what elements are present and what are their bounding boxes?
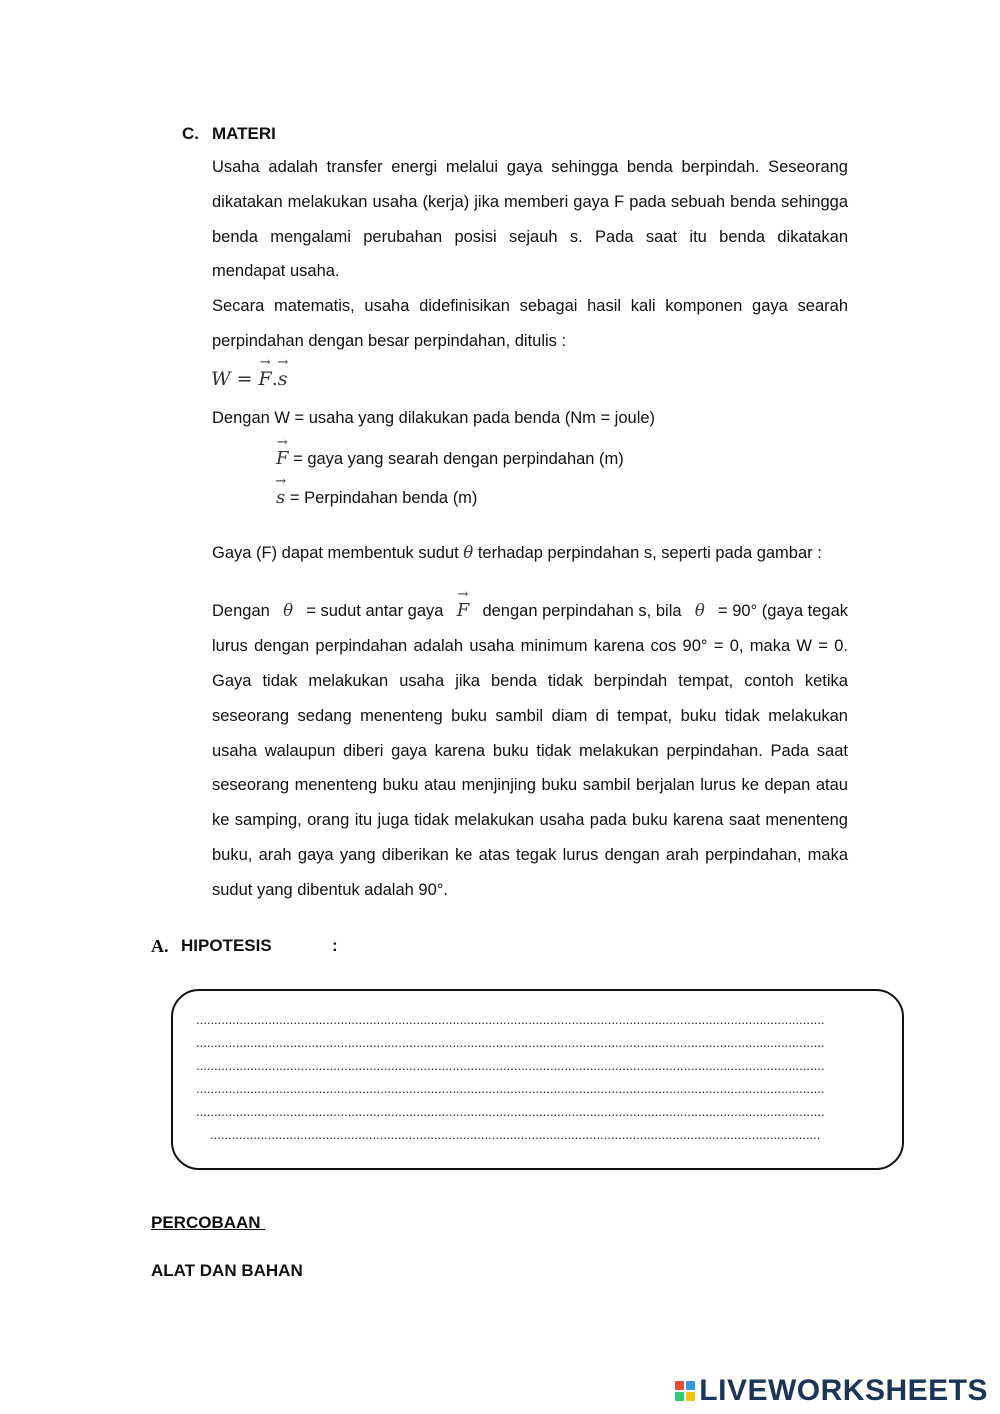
theta-symbol: θ (463, 543, 474, 562)
theta-symbol: θ (283, 601, 294, 620)
alat-bahan-heading: ALAT DAN BAHAN (151, 1261, 303, 1280)
section-a-colon: : (332, 936, 338, 955)
work-formula (211, 355, 289, 390)
paragraph-3-line-2: lurus dengan perpindahan adalah usaha minimum karena cos 90° = 0, maka W = 0. (212, 637, 848, 655)
definition-f-text: = gaya yang searah dengan perpindahan (m) (293, 450, 624, 468)
section-a-letter: A. (151, 936, 169, 956)
paragraph-3-line-1: Dengan θ = sudut antar gaya → F dengan perpindahan s, bila θ = 90° (gaya tegak (212, 587, 848, 621)
arrow-icon: → (457, 587, 469, 602)
hypothesis-line-5: .............................................................................................................................................................................. (196, 1104, 825, 1119)
formula-force-vector: → F (258, 355, 272, 390)
section-a-title: HIPOTESIS (181, 936, 272, 955)
definition-s (275, 474, 478, 508)
materi-paragraph-2: Secara matematis, usaha didefinisikan sebagai hasil kali komponen gaya searah perpindahan dengan besar perpindahan, ditulis : (212, 297, 848, 350)
logo-square (686, 1381, 695, 1390)
section-c-title: MATERI (212, 124, 276, 143)
logo-square (686, 1392, 695, 1401)
force-vector-symbol: → F (456, 587, 470, 621)
displacement-vector-symbol: → s (275, 474, 287, 508)
percobaan-heading: PERCOBAAN (151, 1213, 266, 1232)
definition-w: Dengan W = usaha yang dilakukan pada benda (Nm = joule) (212, 409, 656, 427)
logo-square (675, 1381, 684, 1390)
arrow-icon: → (275, 474, 287, 489)
hypothesis-line-2: .............................................................................................................................................................................. (196, 1035, 825, 1050)
logo-square (675, 1392, 684, 1401)
definition-f (276, 435, 624, 469)
hypothesis-line-4: .............................................................................................................................................................................. (196, 1081, 825, 1096)
hypothesis-line-1: .............................................................................................................................................................................. (196, 1012, 825, 1027)
angle-sentence: Gaya (F) dapat membentuk sudut θ terhadap perpindahan s, seperti pada gambar : (212, 543, 822, 562)
hypothesis-line-3: .............................................................................................................................................................................. (196, 1058, 825, 1073)
force-vector-symbol: → F (276, 435, 289, 469)
theta-symbol: θ (694, 601, 705, 620)
formula-displacement-vector: → s (277, 355, 289, 390)
liveworksheets-logo (675, 1374, 988, 1408)
formula-dot: . (271, 368, 278, 390)
formula-w: W (211, 368, 231, 390)
materi-paragraph-1: Usaha adalah transfer energi melalui gaya sehingga benda berpindah. Seseorang dikatakan melakukan usaha (kerja) jika memberi gaya F pada sebuah benda sehingga benda mengalami perubahan posisi sejauh s. Pada saat itu benda dikatakan mendapat usaha. (212, 158, 848, 281)
section-c-letter: C. (182, 124, 199, 143)
arrow-icon: → (277, 355, 289, 370)
definition-s-text: = Perpindahan benda (m) (289, 489, 478, 507)
logo-text: LIVEWORKSHEETS (699, 1374, 988, 1407)
arrow-icon: → (276, 435, 288, 450)
paragraph-3-rest: Gaya tidak melakukan usaha jika benda tidak berpindah tempat, contoh ketika seseorang sedang menenteng buku sambil diam di tempat, buku tidak melakukan usaha walaupun diberi gaya karena buku tidak melakukan perpindahan. Pada saat seseorang menenteng buku atau menjinjing buku sambil berjalan lurus ke depan atau ke samping, orang itu juga tidak melakukan usaha pada buku karena saat menenteng buku, arah gaya yang diberikan ke atas tegak lurus dengan arah perpindahan, maka sudut yang dibentuk adalah 90°. (212, 672, 848, 899)
arrow-icon: → (259, 355, 271, 370)
formula-equals: = (236, 368, 253, 390)
logo-grid-icon (675, 1381, 695, 1401)
hypothesis-line-6: ......................................................................................................................................................................... (210, 1127, 821, 1142)
